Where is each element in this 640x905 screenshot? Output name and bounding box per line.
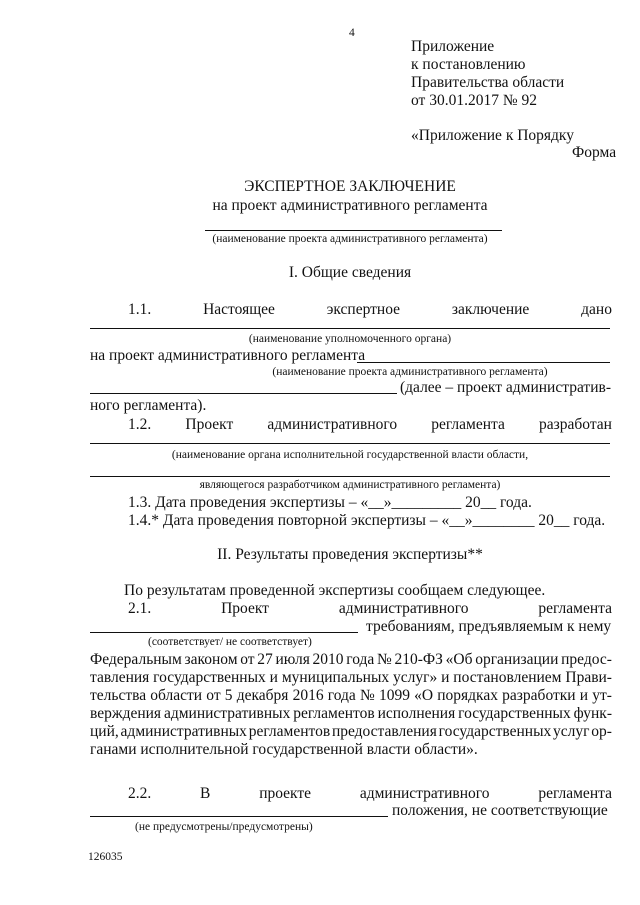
further-text-continued: ного регламента). <box>90 397 207 414</box>
word: 1099 <box>378 687 410 704</box>
law-line-last: ганами исполнительной государственной власти области». <box>90 741 478 758</box>
word: № <box>359 687 375 704</box>
word: от <box>240 651 255 668</box>
word: государственных <box>438 723 552 740</box>
law-line <box>90 651 612 669</box>
word: 1.1. <box>128 301 152 318</box>
word: административных <box>163 705 291 722</box>
word: регламента <box>431 416 505 433</box>
conformity-field[interactable] <box>90 632 358 633</box>
word: 1.2. <box>128 416 152 433</box>
word: 2.1. <box>128 600 152 617</box>
word: Проект <box>185 416 234 433</box>
caption-authority: (наименование уполномоченного органа) <box>248 333 452 345</box>
word: государственных <box>458 705 571 722</box>
word: ций, <box>90 723 119 740</box>
word: регламентов <box>293 705 375 722</box>
project-title-field[interactable] <box>90 393 397 394</box>
word: муниципальных <box>281 669 390 686</box>
word: 27 <box>257 651 273 668</box>
word: Проект <box>221 600 269 617</box>
word: предос- <box>561 651 612 668</box>
footer-code: 126035 <box>88 851 123 863</box>
paragraph-1-2 <box>128 416 612 434</box>
appendix-line-2: к постановлению <box>411 56 526 73</box>
word: 5 <box>224 687 233 704</box>
appendix-line-3: Правительства области <box>411 74 565 91</box>
word: ут- <box>592 687 612 704</box>
paragraph-2-1 <box>128 600 612 618</box>
project-name-field[interactable] <box>205 230 502 231</box>
word: верждения <box>90 705 162 722</box>
project-name-field-2[interactable] <box>357 362 610 363</box>
word: дано <box>581 301 612 318</box>
word: ор- <box>591 723 612 740</box>
word: исполнения <box>377 705 456 722</box>
page-number: 4 <box>349 27 355 39</box>
word: «Об <box>445 651 473 668</box>
word: административного <box>359 785 490 802</box>
to-project-text: на проект административного регламента <box>90 347 366 364</box>
word: 2010 <box>312 651 344 668</box>
word: предоставления <box>331 723 437 740</box>
law-line <box>90 723 612 741</box>
word: В <box>200 785 211 802</box>
caption-body-2: являющегося разработчиком административного регламента) <box>199 479 501 491</box>
caption-body: (наименование органа исполнительной государственной власти области, <box>171 449 529 461</box>
developer-body-field-2[interactable] <box>90 476 610 477</box>
word: государственных <box>153 669 266 686</box>
word: июля <box>275 651 310 668</box>
word: Настоящее <box>203 301 275 318</box>
provided-field[interactable] <box>90 816 388 817</box>
paragraph-2-1-tail: требованиям, предъявляемым к нему <box>366 618 612 635</box>
word: № <box>377 651 392 668</box>
paragraph-1-3: 1.3. Дата проведения экспертизы – «__»_________ 20__ года. <box>128 494 532 511</box>
form-label: Форма <box>572 144 617 161</box>
authority-field[interactable] <box>90 328 610 329</box>
caption-conformity: (соответствует/ не соответствует) <box>148 636 312 648</box>
paragraph-2-2-tail: положения, не соответствующие <box>392 802 608 819</box>
word: и <box>579 687 589 704</box>
caption-provided: (не предусмотрены/предусмотрены) <box>135 821 313 833</box>
word: проекте <box>259 785 312 802</box>
word: «О <box>414 687 434 704</box>
word: и <box>269 669 278 686</box>
word: тельства <box>90 687 147 704</box>
word: разработан <box>539 416 612 433</box>
word: организации <box>475 651 559 668</box>
word: 210-ФЗ <box>394 651 443 668</box>
appendix-line-4: от 30.01.2017 № 92 <box>411 92 537 109</box>
document-title: ЭКСПЕРТНОЕ ЗАКЛЮЧЕНИЕ <box>244 178 456 195</box>
word: регламента <box>538 785 612 802</box>
word: 2.2. <box>128 785 152 802</box>
section-1-heading: I. Общие сведения <box>288 264 412 281</box>
word: и <box>441 669 450 686</box>
word: от <box>206 687 221 704</box>
word: административных <box>120 723 247 740</box>
word: Прави- <box>565 669 612 686</box>
paragraph-1-1 <box>128 301 612 319</box>
further-text: (далее – проект административ- <box>400 379 611 396</box>
word: 2016 <box>292 687 324 704</box>
word: административного <box>338 600 469 617</box>
caption-project-name: (наименование проекта административного регламента) <box>212 233 488 245</box>
word: законом <box>184 651 238 668</box>
word: функ- <box>573 705 612 722</box>
word: услуг» <box>393 669 438 686</box>
word: области <box>150 687 203 704</box>
word: постановлением <box>453 669 562 686</box>
word: разработки <box>502 687 576 704</box>
word: декабря <box>236 687 289 704</box>
law-line <box>90 705 612 723</box>
paragraph-2-2 <box>128 785 612 803</box>
section-2-heading: II. Результаты проведения экспертизы** <box>217 546 483 563</box>
word: заключение <box>451 301 530 318</box>
word: года <box>327 687 356 704</box>
law-paragraph <box>90 651 612 759</box>
word: тавления <box>90 669 150 686</box>
order-reference: «Приложение к Порядку <box>411 127 574 144</box>
word: года <box>346 651 375 668</box>
word: административного <box>267 416 398 433</box>
paragraph-1-4: 1.4.* Дата проведения повторной экспертизы – «__»________ 20__ года. <box>128 512 606 529</box>
word: экспертное <box>326 301 401 318</box>
document-subtitle: на проект административного регламента <box>212 197 488 214</box>
caption-project-name-2: (наименование проекта административного регламента) <box>272 366 548 378</box>
word: регламентов <box>248 723 331 740</box>
word: Федеральным <box>90 651 182 668</box>
law-line <box>90 687 612 705</box>
section-2-intro: По результатам проведенной экспертизы сообщаем следующее. <box>124 582 546 599</box>
developer-body-field[interactable] <box>90 443 610 444</box>
word: регламента <box>538 600 612 617</box>
word: порядках <box>437 687 498 704</box>
appendix-line-1: Приложение <box>411 38 495 55</box>
law-line <box>90 669 612 687</box>
word: услуг <box>553 723 590 740</box>
